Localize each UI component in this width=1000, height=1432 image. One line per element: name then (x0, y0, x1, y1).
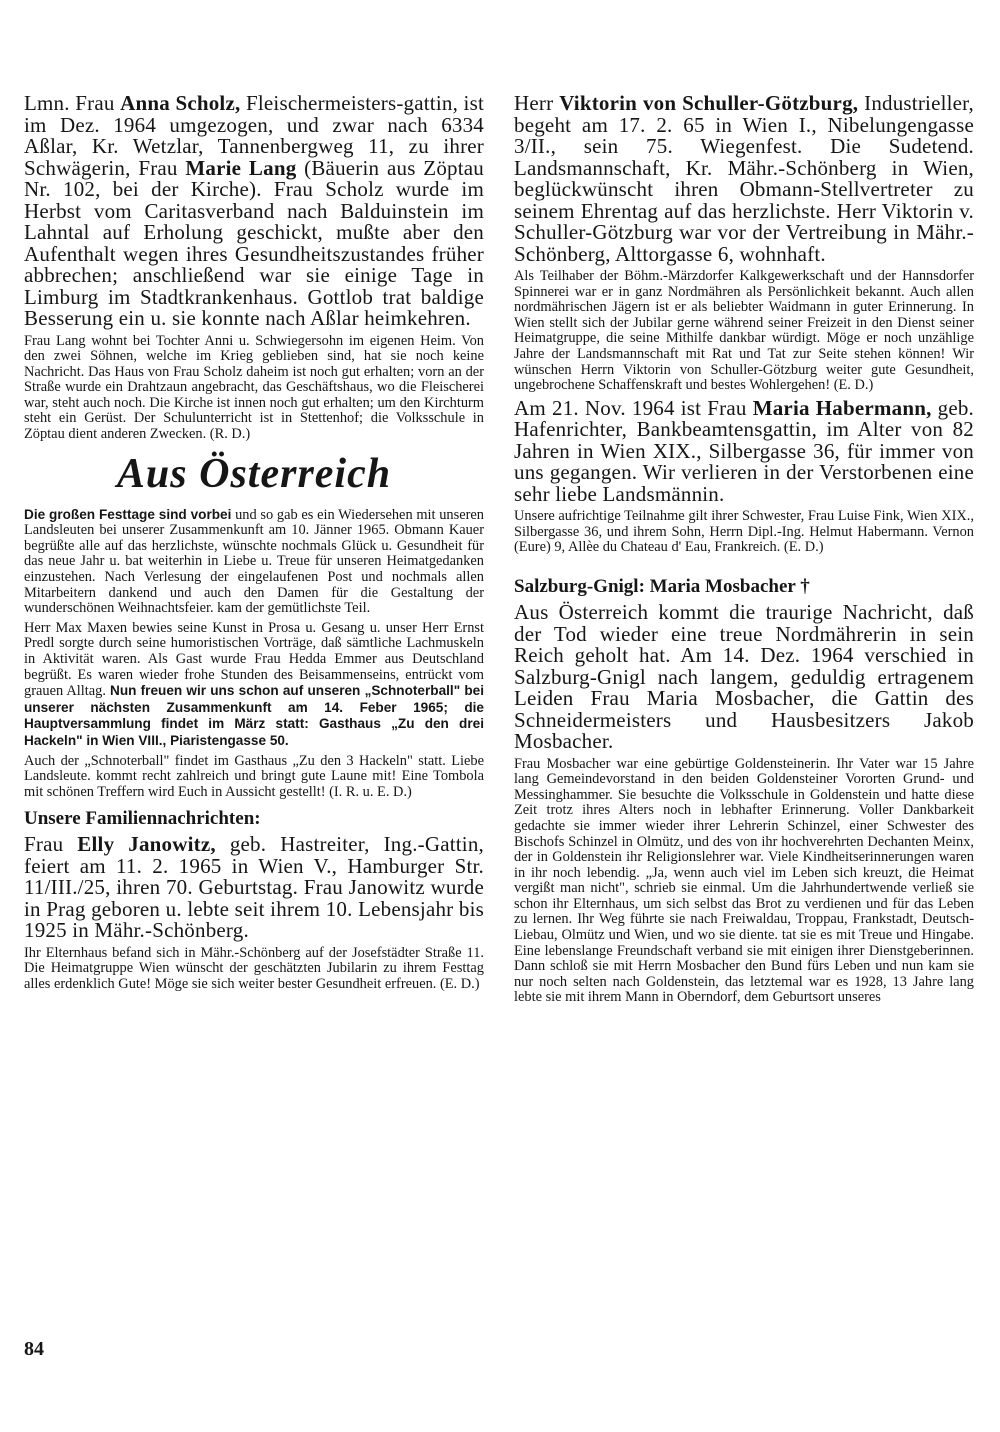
heading-familiennachrichten: Unsere Familiennachrichten: (24, 808, 261, 830)
text-run: Herr (514, 91, 560, 115)
name-viktorin: Viktorin von Schuller-Götzburg, (559, 91, 859, 115)
name-anna-scholz: Anna Scholz, (120, 91, 241, 115)
article-mosbacher-detail: Frau Mosbacher war eine gebürtige Goldensteinerin. Ihr Vater war 15 Jahre lang Gemeindevorstand in den beiden Goldensteiner Vororten Grund- und Messinghammer. Sie besuchte die Volksschule in Goldenstein und hatte diese Zeit trotz ihres Alters noch in lebhafter Erinnerung. Voller Dankbarkeit gedachte sie immer wieder ihrer Lehrerin Schinzel, einer Schwester des Bischofs Schinzel in Olmütz, und des von ihr hochverehrten Dechanten Meinx, der in Goldenstein ihr Religionslehrer war. Viele Kindheitserinnerungen waren in ihr noch lebendig. „Ja, wenn auch viel im Leben sich kreuzt, die Heimat vergißt man nicht", schrieb sie einmal. Um die Jahrhundertwende verließ sie schon ihr Elternhaus, um sich selbst das Brot zu verdienen und für das Leben zu lernen. Ihr Weg führte sie nach Freiwaldau, Troppau, Frankstadt, Deutsch-Liebau, Olmütz und Wien, und wo sie diente. tat sie es mit Treue und Hingabe. Eine lebenslange Freundschaft verband sie mit einigen ihrer Dienstgeberinnen. Dann schloß sie mit Herrn Mosbacher den Bund fürs Leben und nun kam sie nur noch selten nach Goldenstein, das letztemal war es 1928, 13 Jahre lang lebte sie mit ihrem Mann in Oberndorf, dem Geburtsort unseres (514, 755, 974, 1006)
article-habermann (514, 395, 974, 506)
article-janowitz-detail: Ihr Elternhaus befand sich in Mähr.-Schönberg auf der Josefstädter Straße 11. Die Heimatgruppe Wien wünscht der geschätzten Jubilarin zu ihrem Festtag alles erdenklich Gute! Möge sie sich weiter bester Gesundheit erfreuen. (E. D.) (24, 944, 484, 993)
name-marie-lang: Marie Lang (185, 155, 297, 180)
article-habermann-detail: Unsere aufrichtige Teilnahme gilt ihrer Schwester, Frau Luise Fink, Wien XIX., Silbergasse 36, und ihrem Sohn, Herrn Dipl.-Ing. Helmut Habermann. Vernon (Eure) 9, Allèe du Chateau d' Eau, Frankreich. (E. D.) (514, 508, 974, 556)
text-run: Industrieller, begeht am 17. 2. 65 in Wien I., Nibelungengasse 3/II., sein 75. Wiegenfest. Die Sudetend. Landsmannschaft, Kr. Mähr.-Schönberg in Wien, beglückwünscht ihren Obmann-Stellvertreter zu seinem Ehrentag auf das herzlichste. Herr Viktorin v. Schuller-Götzburg war vor der Vertreibung in Mähr.-Schönberg, Alttorgasse 6, wohnhaft. (514, 91, 974, 266)
name-maria-habermann: Maria Habermann, (752, 395, 932, 420)
page-number: 84 (24, 1338, 44, 1360)
announcement-bold: Nun freuen wir uns schon auf unseren „Schnoterball" bei unserer nächsten Zusammenkunft am 14. Feber 1965; die Hauptversammlung findet im März statt: Gasthaus „Zu den drei Hackeln" in Wien VIII., Piaristengasse 50. (24, 683, 484, 748)
article-schuller (514, 93, 974, 265)
text-run: Herr Max Maxen bewies seine Kunst in Prosa u. Gesang u. unser Herr Ernst Predl sorgte durch seine humoristischen Vorträge, daß sämtliche Lachmuskeln in Aktivität waren. Als Gast wurde Frau Hedda Emmer aus Deutschland begrüßt. Es waren wieder frohe Stunden des Beisammenseins, entrückt vom grauen Alltag. (24, 619, 484, 700)
text-run: geb. Hafenrichter, Bankbeamtensgattin, im Alter von 82 Jahren in Wien XIX., Silbergasse 36, für immer von uns gegangen. Wir verlieren in der Verstorbenen eine sehr liebe Landsmännin. (514, 395, 974, 506)
article-programm (24, 621, 484, 750)
article-schuller-detail: Als Teilhaber der Böhm.-Märzdorfer Kalkgewerkschaft und der Hannsdorfer Spinnerei war er in ganz Nordmähren als Persönlichkeit bekannt. Auch allen nordmährischen Jägern ist er als beliebter Waidmann in guter Erinnerung. In Wien stellt sich der Jubilar gerne während seiner Freizeit in den Dienst seiner Heimatgruppe, die seine Mithilfe dankbar würdigt. Möge er noch unzählige Jahre der Landsmannschaft mit Rat und Tat zur Seite stehen können! Wir wünschen Herrn Viktorin von Schuller-Götzburg weiter gute Gesundheit, ungebrochene Schaffenskraft und bestes Wohlergehen! (E. D.) (514, 268, 974, 394)
text-run: Am 21. Nov. 1964 ist Frau (514, 395, 753, 420)
article-janowitz (24, 834, 484, 942)
text-run: geb. Hastreiter, Ing.-Gattin, feiert am 11. 2. 1965 in Wien V., Hamburger Str. 11/III./25, ihren 70. Geburtstag. Frau Janowitz wurde in Prag geboren u. lebte seit ihrem 10. Lebensjahr bis 1925 in Mähr.-Schönberg. (24, 832, 484, 943)
left-column (24, 93, 484, 993)
text-run: Fleischermeisters-gattin, ist im Dez. 1964 umgezogen, und zwar nach 6334 Aßlar, Kr. Wetzlar, Tannenbergweg 11, zu ihrer Schwägerin, Frau (24, 91, 485, 180)
text-run: Frau (24, 832, 78, 857)
heading-mosbacher: Salzburg-Gnigl: Maria Mosbacher † (514, 576, 810, 598)
text-run: und so gab es ein Wiedersehen mit unseren Landsleuten bei unserer Zusammenkunft am 10. Jänner 1965. Obmann Kauer begrüßte alle auf das herzlichste, wünschte nochmals Glück u. Gesundheit für das neue Jahr u. bat weiterhin in Liebe u. Treue für unseren Heimatgedanken einzustehen. Nach Verlesung der eingelaufenen Post und nochmals allen Mitarbeitern dankend und auch den Damen für die Gestaltung der wunderschönen Weihnachtsfeier. kam der gemütlichste Teil. (24, 506, 484, 617)
text-run: Lmn. Frau (24, 91, 121, 115)
article-scholz (24, 93, 484, 330)
article-zusammenkunft (24, 507, 484, 617)
right-column (514, 93, 974, 1006)
article-schnoterball: Auch der „Schnoterball" findet im Gasthaus „Zu den 3 Hackeln" statt. Liebe Landsleute. kommt recht zahlreich und bringt gute Laune mit! Eine Tombola mit schönen Treffern wird Euch in Aussicht gestellt! (I. R. u. E. D.) (24, 752, 484, 800)
article-mosbacher: Aus Österreich kommt die traurige Nachricht, daß der Tod wieder eine treue Nordmährerin in sein Reich geholt hat. Am 14. Dez. 1964 verschied in Salzburg-Gnigl nach langem, geduldig ertragenem Leiden Frau Maria Mosbacher, die Gattin des Schneidermeisters und Hausbesitzers Jakob Mosbacher. (514, 600, 974, 754)
name-elly-janowitz: Elly Janowitz, (77, 832, 216, 857)
article-scholz-detail: Frau Lang wohnt bei Tochter Anni u. Schwiegersohn im eigenen Heim. Von den zwei Söhnen, welche im Krieg geblieben sind, hat sie noch keine Nachricht. Das Haus von Frau Scholz daheim ist noch gut erhalten; vorn an der Straße wurde ein Drahtzaun angebracht, das Geschäftshaus, wo die Fleischerei war, steht auch noch. Die Kirche ist innen noch gut erhalten; um den Kirchturm steht ein Gerüst. Der Schulunterricht ist in Stettenhof; die Volksschule in Zöptau dient anderen Zwecken. (R. D.) (24, 332, 484, 443)
section-title: Aus Österreich (116, 450, 392, 497)
text-run: (Bäuerin aus Zöptau Nr. 102, bei der Kirche). Frau Scholz wurde im Herbst vom Caritasverband nach Balduinstein im Lahntal auf Erholung geschickt, mußte aber den Aufenthalt wegen ihres Gesundheitszustandes früher abbrechen; anschließend war sie einige Tage in Limburg im Stadtkrankenhaus. Gottlob trat baldige Besserung ein u. sie konnte nach Aßlar heimkehren. (24, 155, 484, 330)
lead-in: Die großen Festtage sind vorbei (24, 506, 232, 522)
